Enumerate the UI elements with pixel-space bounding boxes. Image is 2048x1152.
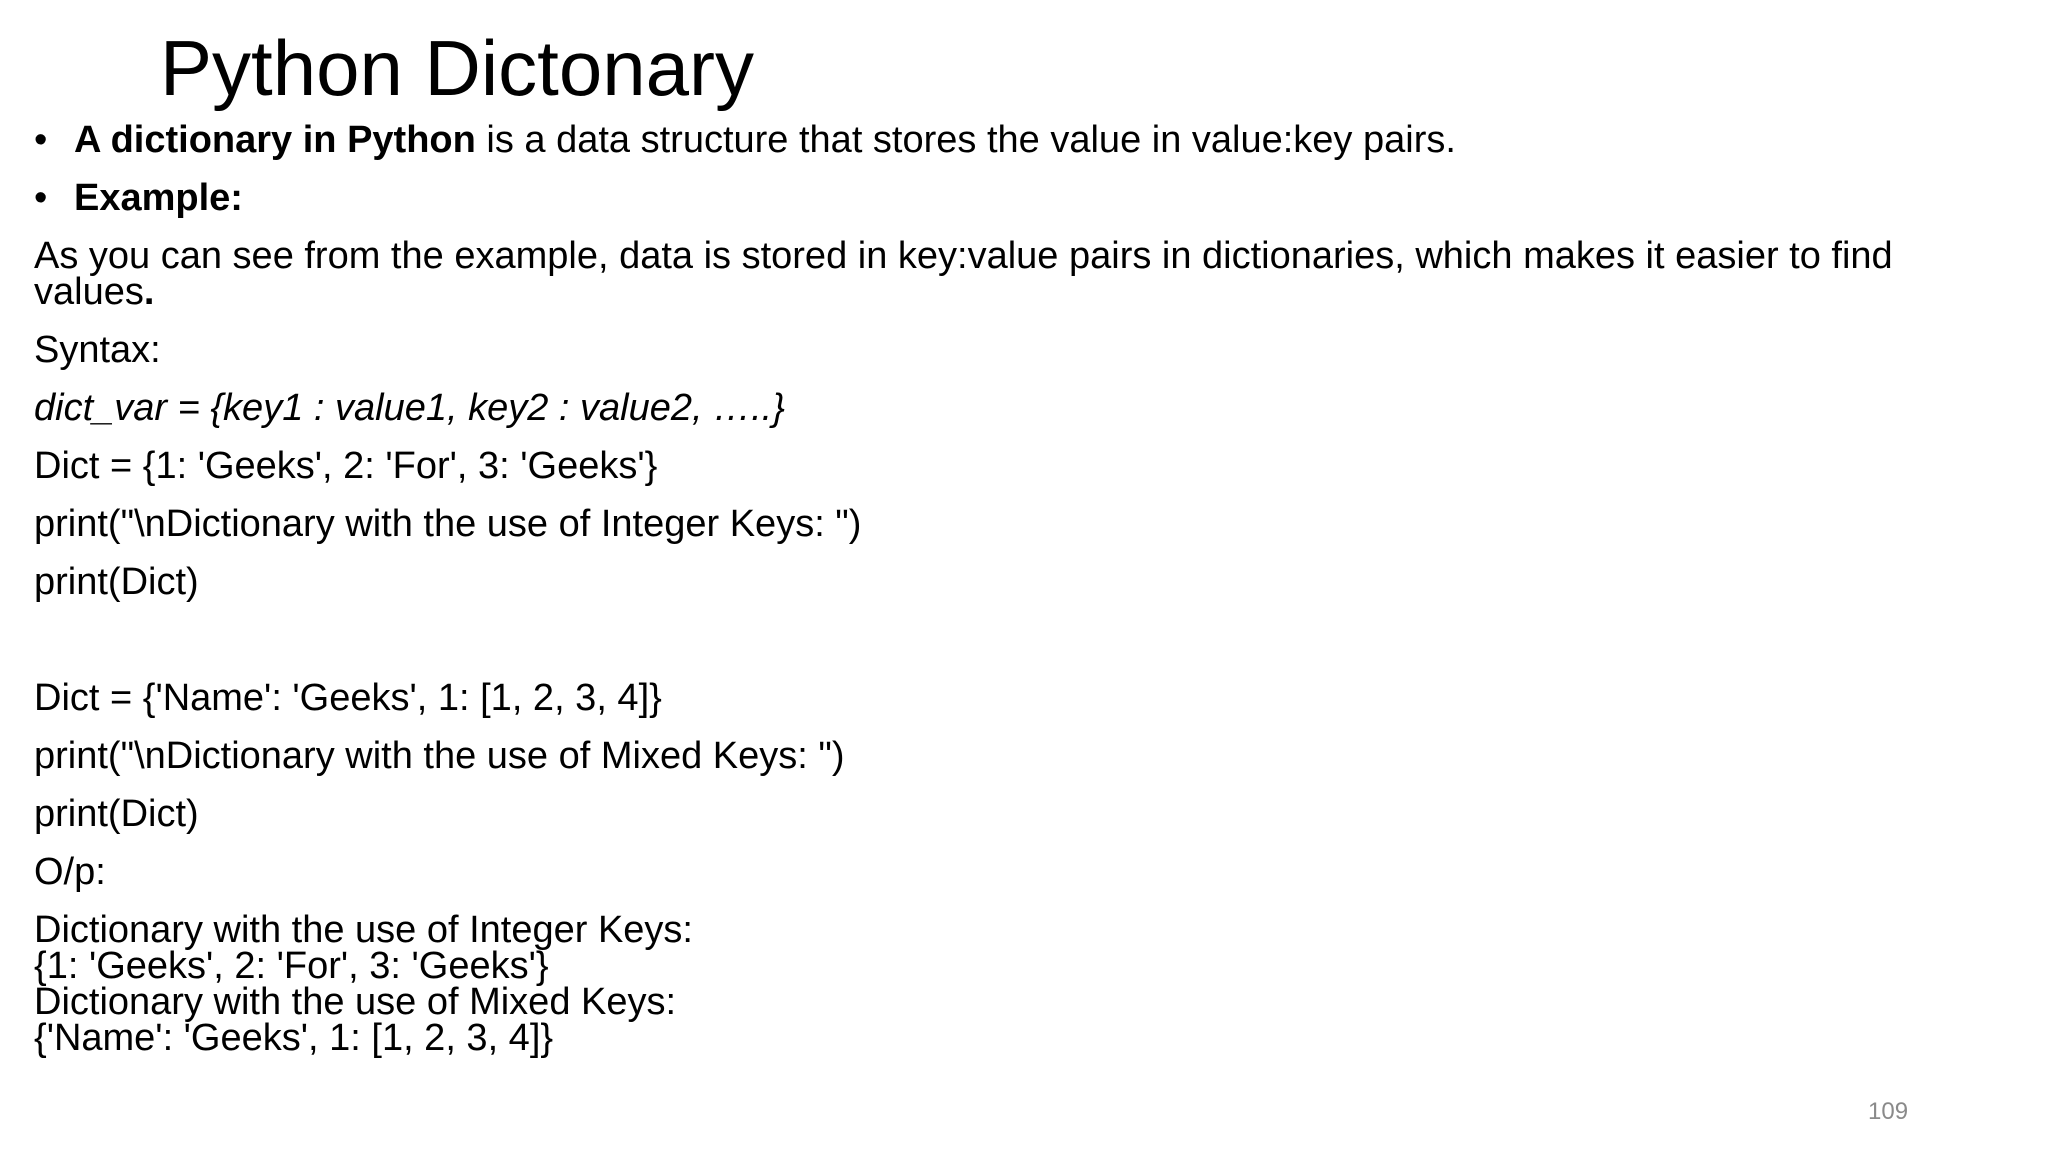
output-label: O/p: — [34, 851, 106, 893]
bullet-dot-icon: • — [34, 119, 48, 161]
page-number: 109 — [1868, 1098, 1909, 1125]
code-line: print(Dict) — [34, 793, 199, 835]
slide-title: Python Dictonary — [160, 24, 754, 112]
code-line: Dict = {'Name': 'Geeks', 1: [1, 2, 3, 4]} — [34, 677, 662, 719]
output-line: {1: 'Geeks', 2: 'For', 3: 'Geeks'} — [34, 945, 549, 987]
bullet-text: is a data structure that stores the value in value:key pairs. — [475, 119, 1456, 161]
bullet-bold-text: Example: — [74, 177, 243, 219]
output-line: {'Name': 'Geeks', 1: [1, 2, 3, 4]} — [34, 1017, 554, 1059]
paragraph-line: As you can see from the example, data is stored in key:value pairs in dictionaries, which makes it easier to find — [34, 235, 1893, 277]
bullet-item — [34, 177, 243, 219]
paragraph-text: values — [34, 271, 144, 313]
syntax-code: dict_var = {key1 : value1, key2 : value2, …..} — [34, 387, 785, 429]
code-line: print("\nDictionary with the use of Mixed Keys: ") — [34, 735, 845, 777]
code-line: Dict = {1: 'Geeks', 2: 'For', 3: 'Geeks'} — [34, 445, 658, 487]
paragraph-period: . — [143, 271, 155, 313]
output-line: Dictionary with the use of Mixed Keys: — [34, 981, 677, 1023]
syntax-label: Syntax: — [34, 329, 161, 371]
code-line: print(Dict) — [34, 561, 199, 603]
output-line: Dictionary with the use of Integer Keys: — [34, 909, 693, 951]
paragraph-line — [34, 271, 155, 313]
bullet-dot-icon: • — [34, 177, 48, 219]
bullet-item — [34, 119, 1456, 161]
bullet-bold-text: A dictionary in Python — [74, 119, 476, 161]
code-line: print("\nDictionary with the use of Integer Keys: ") — [34, 503, 862, 545]
